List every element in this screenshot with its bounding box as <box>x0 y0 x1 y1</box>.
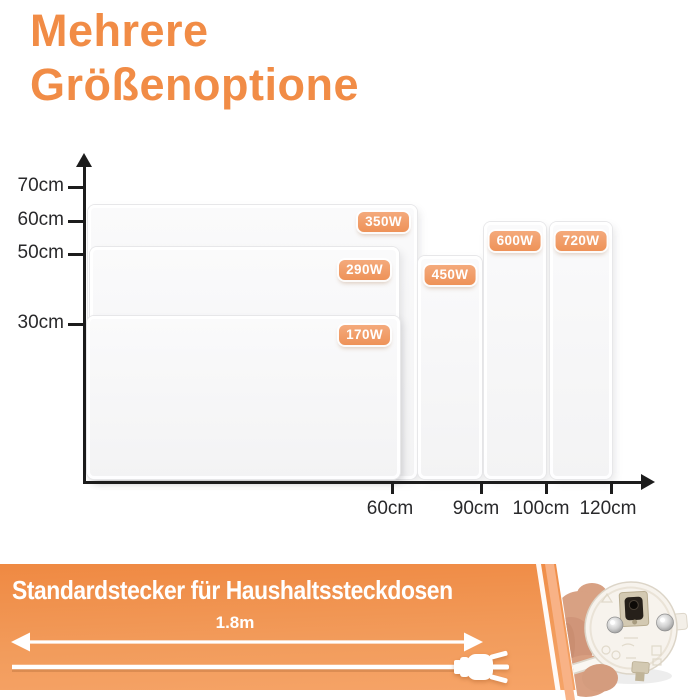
wattage-badge: 350W <box>358 212 409 232</box>
size-options-chart <box>0 150 700 540</box>
arrow-up-icon <box>76 153 92 167</box>
wattage-badge: 170W <box>339 325 390 345</box>
y-tick-label: 50cm <box>17 242 64 263</box>
heater-panel-450w <box>418 256 482 479</box>
y-tick-label: 60cm <box>17 209 64 230</box>
page-title <box>30 4 359 112</box>
x-tick <box>391 484 394 494</box>
x-tick <box>480 484 483 494</box>
x-tick-label: 100cm <box>512 498 570 519</box>
y-tick <box>68 220 83 223</box>
heater-panel-600w <box>484 222 546 479</box>
x-axis <box>83 481 641 484</box>
arrow-right-icon <box>641 474 655 490</box>
wattage-badge: 600W <box>490 231 541 251</box>
y-tick-label: 30cm <box>17 312 64 333</box>
x-tick-label: 60cm <box>366 498 414 519</box>
x-tick-label: 120cm <box>579 498 637 519</box>
title-line-2: Größenoptione <box>30 59 359 110</box>
power-plug-side-icon <box>8 648 523 689</box>
y-tick <box>68 186 83 189</box>
heater-panel-170w <box>87 316 400 479</box>
wattage-badge: 450W <box>425 265 476 285</box>
y-tick-label: 70cm <box>17 175 64 196</box>
x-tick <box>610 484 613 494</box>
title-line-1: Mehrere <box>30 5 209 56</box>
x-tick-label: 90cm <box>452 498 500 519</box>
heater-panel-720w <box>550 222 612 479</box>
y-tick <box>68 323 83 326</box>
x-tick <box>545 484 548 494</box>
banner-heading: Standardstecker für Haushaltssteckdosen <box>12 575 453 605</box>
photo-card <box>500 564 700 700</box>
y-axis <box>83 166 86 484</box>
wattage-badge: 720W <box>556 231 607 251</box>
y-tick <box>68 253 83 256</box>
wattage-badge: 290W <box>339 260 390 280</box>
plug-banner <box>0 564 700 690</box>
cable-length-label: 1.8m <box>215 613 255 632</box>
